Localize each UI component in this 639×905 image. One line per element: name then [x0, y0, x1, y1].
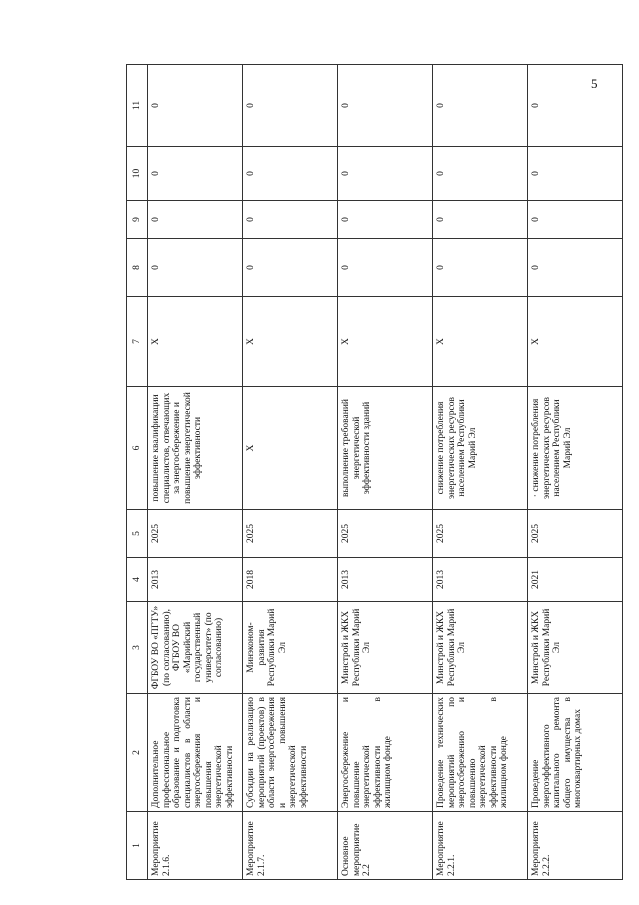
col9-value: 0	[528, 201, 623, 239]
col7-value: Х	[528, 297, 623, 387]
table-row	[528, 65, 623, 880]
measure-executor: ФГБОУ ВО «ПГТУ» (по согласованию), ФГБОУ ВО «Марийский государственный университет» (по согласованию)	[148, 602, 243, 694]
col11-value: 0	[433, 65, 528, 147]
start-year: 2018	[243, 558, 338, 602]
col-header-11: 11	[127, 65, 148, 147]
col-header-5: 5	[127, 510, 148, 558]
col9-value: 0	[433, 201, 528, 239]
expected-result: выполнение требований энергетической эффективности зданий	[338, 387, 433, 510]
col9-value: 0	[338, 201, 433, 239]
col-header-6: 6	[127, 387, 148, 510]
col-header-9: 9	[127, 201, 148, 239]
end-year: 2025	[528, 510, 623, 558]
end-year: 2025	[433, 510, 528, 558]
table-row	[243, 65, 338, 880]
col10-value: 0	[433, 147, 528, 201]
col11-value: 0	[338, 65, 433, 147]
measure-name: Проведение технических мероприятий по энергосбережению и повышению энергетической эффективности в жилищном фонде	[433, 694, 528, 812]
expected-result: повышение квалификации специалистов, отвечающих за энергосбережение и повышение энергетической эффективности	[148, 387, 243, 510]
measure-code: Мероприятие 2.1.7.	[243, 812, 338, 880]
measure-executor: Минстрой и ЖКХ Республики Марий Эл	[338, 602, 433, 694]
end-year: 2025	[148, 510, 243, 558]
col11-value: 0	[243, 65, 338, 147]
col10-value: 0	[243, 147, 338, 201]
measure-name: Субсидии на реализацию мероприятий (проектов) в области энергосбережения и повышения энергетической эффективности	[243, 694, 338, 812]
expected-result: снижение потребления энергетических ресурсов населением Республики Марий Эл	[433, 387, 528, 510]
col-header-4: 4	[127, 558, 148, 602]
col7-value: Х	[243, 297, 338, 387]
measure-name: Проведение энергоэффективного капитального ремонта общего имущества в многоквартирных домах	[528, 694, 623, 812]
col7-value: Х	[433, 297, 528, 387]
start-year: 2021	[528, 558, 623, 602]
col9-value: 0	[243, 201, 338, 239]
col11-value: 0	[528, 65, 623, 147]
col10-value: 0	[528, 147, 623, 201]
measure-code: Мероприятие 2.2.1.	[433, 812, 528, 880]
measure-code: Мероприятие 2.2.2.	[528, 812, 623, 880]
start-year: 2013	[338, 558, 433, 602]
col-header-1: 1	[127, 812, 148, 880]
page-number: 5	[591, 76, 598, 91]
measure-name: Дополнительное профессиональное образование и подготовка специалистов в области энергосбережения и повышения энергетической эффективности	[148, 694, 243, 812]
col-header-3: 3	[127, 602, 148, 694]
col10-value: 0	[338, 147, 433, 201]
rotated-table-page	[126, 65, 621, 880]
col11-value: 0	[148, 65, 243, 147]
col9-value: 0	[148, 201, 243, 239]
measure-code: Мероприятие 2.1.6.	[148, 812, 243, 880]
header-row	[127, 65, 148, 880]
col-header-7: 7	[127, 297, 148, 387]
col-header-8: 8	[127, 239, 148, 297]
measure-executor: Минстрой и ЖКХ Республики Марий Эл	[528, 602, 623, 694]
measure-name: Энергосбережение и повышение энергетической эффективности в жилищном фонде	[338, 694, 433, 812]
table-row	[338, 65, 433, 880]
start-year: 2013	[433, 558, 528, 602]
col-header-10: 10	[127, 147, 148, 201]
col10-value: 0	[148, 147, 243, 201]
col8-value: 0	[148, 239, 243, 297]
col-header-2: 2	[127, 694, 148, 812]
col8-value: 0	[433, 239, 528, 297]
col8-value: 0	[338, 239, 433, 297]
expected-result: Х	[243, 387, 338, 510]
col8-value: 0	[528, 239, 623, 297]
measure-executor: Минстрой и ЖКХ Республики Марий Эл	[433, 602, 528, 694]
table-row	[433, 65, 528, 880]
end-year: 2025	[338, 510, 433, 558]
col8-value: 0	[243, 239, 338, 297]
end-year: 2025	[243, 510, 338, 558]
table-row	[148, 65, 243, 880]
col7-value: Х	[338, 297, 433, 387]
col7-value: Х	[148, 297, 243, 387]
measure-code: Основное мероприятие 2.2	[338, 812, 433, 880]
measures-table	[126, 64, 623, 880]
expected-result: · снижение потребления энергетических ресурсов населением Республики Марий Эл	[528, 387, 623, 510]
start-year: 2013	[148, 558, 243, 602]
measure-executor: Минэконом-развития Республики Марий Эл	[243, 602, 338, 694]
